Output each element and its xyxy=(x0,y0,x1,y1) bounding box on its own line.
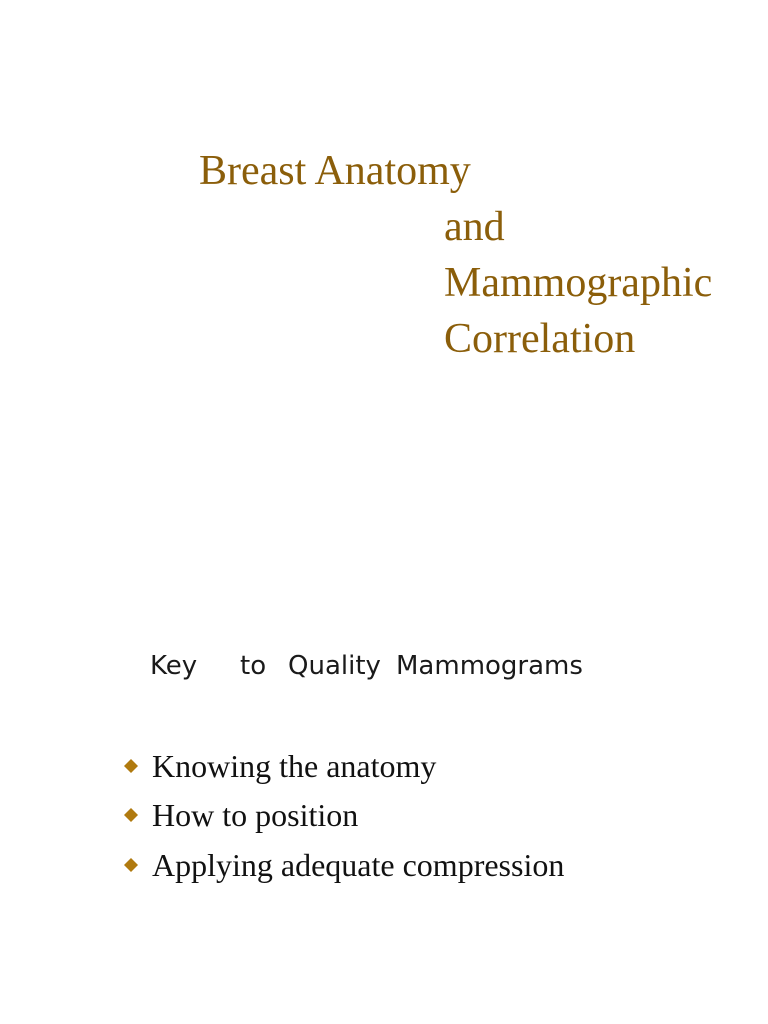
subtitle-word-quality: Quality xyxy=(288,651,381,681)
title-line-1: Breast Anatomy xyxy=(199,148,471,194)
bullet-item-2 xyxy=(124,795,358,835)
bullet-text: How to position xyxy=(152,797,359,833)
diamond-icon xyxy=(124,746,146,786)
diamond-icon xyxy=(124,845,146,885)
bullet-item-1 xyxy=(124,746,436,786)
title-line-2: and xyxy=(444,204,505,250)
subtitle-word-mammograms: Mammograms xyxy=(396,651,583,681)
title-line-3: Mammographic xyxy=(444,260,713,306)
bullet-item-3 xyxy=(124,845,564,885)
diamond-icon xyxy=(124,795,146,835)
title-line-4: Correlation xyxy=(444,316,636,362)
bullet-text: Knowing the anatomy xyxy=(152,748,437,784)
subtitle-word-key: Key xyxy=(150,651,198,681)
subtitle-word-to: to xyxy=(240,651,267,681)
bullet-text: Applying adequate compression xyxy=(152,847,565,883)
